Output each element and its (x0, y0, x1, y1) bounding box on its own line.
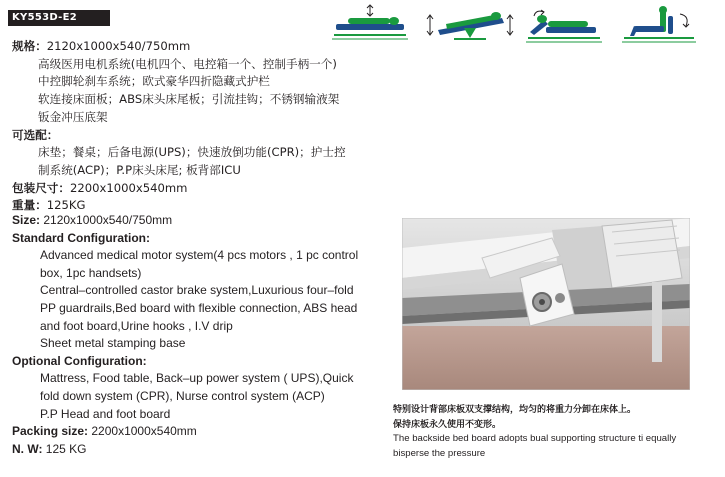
en-standard-line: Sheet metal stamping base (40, 336, 186, 351)
photo-caption (393, 403, 723, 461)
en-standard-line: box, 1pc handsets) (40, 265, 142, 280)
chinese-specs (12, 38, 392, 215)
en-optional-label: Optional Configuration: (12, 353, 147, 368)
cn-spec-label: 规格： (12, 39, 47, 53)
en-standard-line: Central–controlled castor brake system,Luxurious four–fold (40, 283, 354, 298)
en-size-label: Size: (12, 213, 41, 227)
cn-spec-line: 高级医用电机系统(电机四个、电控箱一个、控制手柄一个) (38, 56, 337, 71)
en-packing-label: Packing size: (12, 424, 89, 439)
cn-optional-label: 可选配： (12, 127, 59, 142)
bed-tilt-trendelenburg-icon (424, 4, 516, 44)
en-nw-value: 125 KG (45, 441, 87, 456)
cn-optional-line: 制系统(ACP)；P.P床头床尾; 板背部ICU (38, 162, 241, 177)
bed-support-photo (402, 218, 690, 390)
caption-en-line: The backside bed board adopts bual supporting structure ti equally (393, 433, 677, 444)
bed-chair-position-icon (620, 4, 700, 44)
caption-zh-line: 特别设计背部床板双支撑结构，均匀的将重力分卸在床体上。 (393, 405, 637, 415)
caption-en-line: bisperse the pressure (393, 447, 486, 459)
en-standard-line: Advanced medical motor system(4 pcs motors , 1 pc control (40, 248, 359, 263)
en-standard-line: PP guardrails,Bed board with flexible connection, ABS head (40, 300, 358, 315)
cn-spec-line: 中控脚轮刹车系统；欧式豪华四折隐藏式护栏 (38, 74, 270, 89)
en-standard-line: and foot board,Urine hooks , I.V drip (40, 318, 233, 333)
cn-weight-label: 重量： (12, 198, 47, 213)
en-size-value: 2120x1000x540/750mm (43, 213, 173, 227)
cn-spec-line: 软连接床面板；ABS床头床尾板；引流挂钩；不锈钢输液架 (38, 92, 340, 107)
caption-zh-line: 保持床板永久使用不变形。 (393, 419, 502, 430)
en-optional-line: fold down system (CPR), Nurse control system (ACP) (40, 388, 325, 403)
cn-packing-value: 2200x1000x540mm (69, 180, 188, 195)
bed-backrest-raise-icon (524, 4, 604, 44)
en-packing-value: 2200x1000x540mm (91, 424, 197, 439)
cn-weight-value: 125KG (46, 198, 86, 213)
en-standard-label: Standard Configuration: (12, 230, 150, 245)
english-specs (12, 212, 397, 458)
model-badge: KY553D-E2 (8, 10, 110, 26)
cn-spec-value: 2120x1000x540/750mm (46, 39, 191, 53)
cn-packing-label: 包装尺寸： (12, 180, 70, 195)
cn-optional-line: 床垫；餐桌；后备电源(UPS)；快速放倒功能(CPR)；护士控 (38, 145, 346, 160)
cn-spec-line: 钣金冲压底架 (38, 109, 108, 124)
en-nw-label: N. W: (12, 441, 43, 456)
en-optional-line: Mattress, Food table, Back–up power system ( UPS),Quick (40, 371, 354, 386)
en-optional-line: P.P Head and foot board (40, 406, 171, 421)
